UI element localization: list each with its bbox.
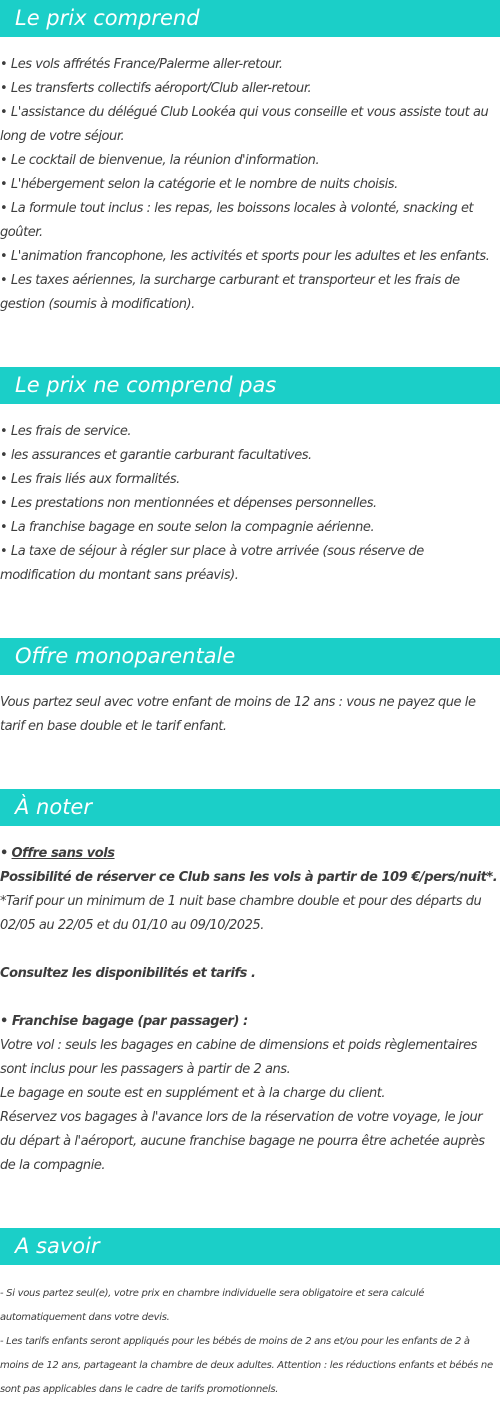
list-item: • Les frais de service.: [0, 424, 132, 439]
notes-block: [0, 842, 500, 1178]
not-included-list: [0, 420, 500, 588]
offer-detail-text: *Tarif pour un minimum de 1 nuit base chambre double et pour des départs du 02/05 au 22/05 et du 01/10 au 09/10/2025.: [0, 894, 482, 933]
list-item: • La formule tout inclus : les repas, les boissons locales à volonté, snacking et goûter.: [0, 201, 474, 240]
list-item: • Les transferts collectifs aéroport/Club aller-retour.: [0, 81, 312, 96]
list-item: - Les tarifs enfants seront appliqués pour les bébés de moins de 2 ans et/ou pour les enfants de 2 à moins de 12 ans, partageant la chambre de deux adultes. Attention : les réductions enfants et bébés ne sont pas applicables dans le cadre de tarifs promotionnels.: [0, 1336, 493, 1395]
baggage-line: Votre vol : seuls les bagages en cabine de dimensions et poids règlementaires sont inclus pour les passagers à partir de 2 ans.: [0, 1038, 477, 1077]
baggage-line: Le bagage en soute est en supplément et à la charge du client.: [0, 1086, 386, 1101]
single-parent-text-block: [0, 691, 500, 739]
included-list: [0, 53, 500, 317]
offer-line: [0, 842, 500, 866]
list-item: • La franchise bagage en soute selon la compagnie aérienne.: [0, 520, 375, 535]
list-item: • Les frais liés aux formalités.: [0, 472, 180, 487]
list-item: • Les prestations non mentionnées et dépenses personnelles.: [0, 496, 377, 511]
section-header-notes: À noter: [0, 789, 500, 826]
list-item: • les assurances et garantie carburant facultatives.: [0, 448, 312, 463]
list-item: • La taxe de séjour à régler sur place à votre arrivée (sous réserve de modification du montant sans préavis).: [0, 544, 424, 583]
good-to-know-list: [0, 1282, 500, 1402]
baggage-title: • Franchise bagage (par passager) :: [0, 1014, 248, 1029]
section-header-not-included: Le prix ne comprend pas: [0, 367, 500, 404]
list-item: • Les vols affrétés France/Palerme aller-retour.: [0, 57, 283, 72]
offer-bold-text: Possibilité de réserver ce Club sans les vols à partir de 109 €/pers/nuit*.: [0, 870, 498, 885]
baggage-line: Réservez vos bagages à l'avance lors de la réservation de votre voyage, le jour du départ à l'aéroport, aucune franchise bagage ne pourra être achetée auprès de la compagnie.: [0, 1110, 485, 1173]
section-header-single-parent: Offre monoparentale: [0, 638, 500, 675]
single-parent-text: Vous partez seul avec votre enfant de moins de 12 ans : vous ne payez que le tarif en base double et le tarif enfant.: [0, 695, 476, 734]
availability-link[interactable]: Consultez les disponibilités et tarifs .: [0, 966, 256, 981]
list-item: - Si vous partez seul(e), votre prix en chambre individuelle sera obligatoire et sera calculé automatiquement dans votre devis.: [0, 1288, 425, 1323]
list-item: • L'animation francophone, les activités et sports pour les adultes et les enfants.: [0, 249, 490, 264]
offer-title-link[interactable]: Offre sans vols: [11, 846, 115, 861]
section-header-good-to-know: A savoir: [0, 1228, 500, 1265]
list-item: • Les taxes aériennes, la surcharge carburant et transporteur et les frais de gestion (soumis à modification).: [0, 273, 460, 312]
bullet: •: [0, 846, 8, 861]
section-header-included: Le prix comprend: [0, 0, 500, 37]
list-item: • Le cocktail de bienvenue, la réunion d'information.: [0, 153, 320, 168]
list-item: • L'hébergement selon la catégorie et le nombre de nuits choisis.: [0, 177, 398, 192]
list-item: • L'assistance du délégué Club Lookéa qui vous conseille et vous assiste tout au long de votre séjour.: [0, 105, 489, 144]
